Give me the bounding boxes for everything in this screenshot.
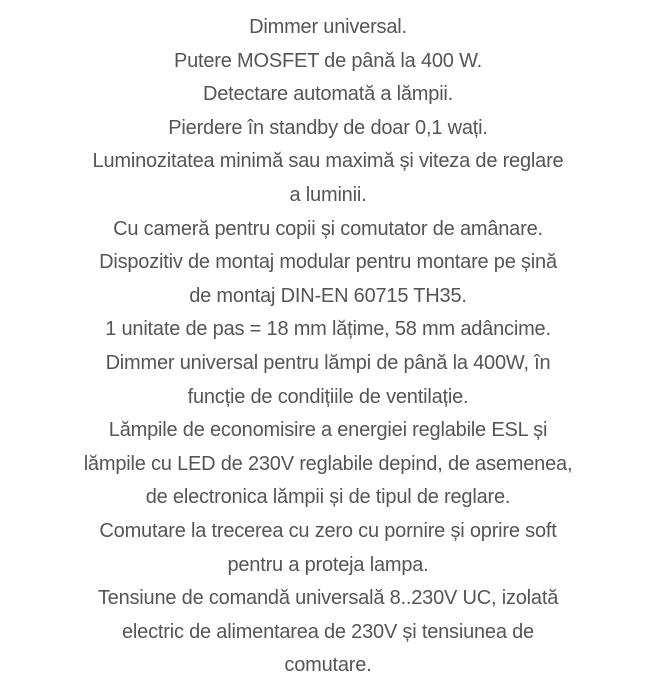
description-line: 1 unitate de pas = 18 mm lățime, 58 mm adâncime. — [105, 318, 551, 341]
description-line: electric de alimentarea de 230V și tensiunea de — [122, 620, 534, 643]
description-line: Comutare la trecerea cu zero cu pornire și oprire soft — [99, 519, 557, 542]
description-line: pentru a proteja lampa. — [227, 553, 429, 576]
description-paragraph — [0, 414, 656, 515]
description-paragraph — [0, 112, 656, 146]
description-line: Dimmer universal pentru lămpi de până la 400W, în — [105, 351, 551, 374]
description-line: Dispozitiv de montaj modular pentru montare pe șină — [99, 251, 557, 274]
description-line: funcție de condițiile de ventilație. — [187, 385, 469, 408]
description-paragraph — [0, 582, 656, 683]
description-paragraph — [0, 45, 656, 79]
description-line: Luminozitatea minimă sau maximă și viteza de reglare — [92, 150, 564, 173]
description-paragraph — [0, 347, 656, 414]
description-line: Detectare automată a lămpii. — [202, 83, 454, 106]
description-paragraph — [0, 213, 656, 247]
description-line: de electronica lămpii și de tipul de reglare. — [145, 486, 511, 509]
description-line: Tensiune de comandă universală 8..230V UC, izolată — [97, 587, 559, 610]
description-paragraph — [0, 11, 656, 45]
description-line: a luminii. — [289, 183, 367, 206]
description-line: lămpile cu LED de 230V reglabile depind, de asemenea, — [83, 452, 573, 475]
description-paragraph — [0, 145, 656, 212]
description-line: comutare. — [284, 654, 372, 677]
description-line: Pierdere în standby de doar 0,1 wați. — [168, 116, 488, 139]
description-paragraph — [0, 78, 656, 112]
description-line: Lămpile de economisire a energiei reglabile ESL și — [108, 419, 548, 442]
description-paragraph — [0, 246, 656, 313]
description-line: Cu cameră pentru copii și comutator de amânare. — [113, 217, 543, 240]
description-paragraph — [0, 313, 656, 347]
description-line: Dimmer universal. — [249, 16, 407, 38]
description-line: Putere MOSFET de până la 400 W. — [173, 49, 483, 72]
description-paragraph — [0, 515, 656, 582]
description-line: de montaj DIN-EN 60715 TH35. — [189, 284, 467, 307]
